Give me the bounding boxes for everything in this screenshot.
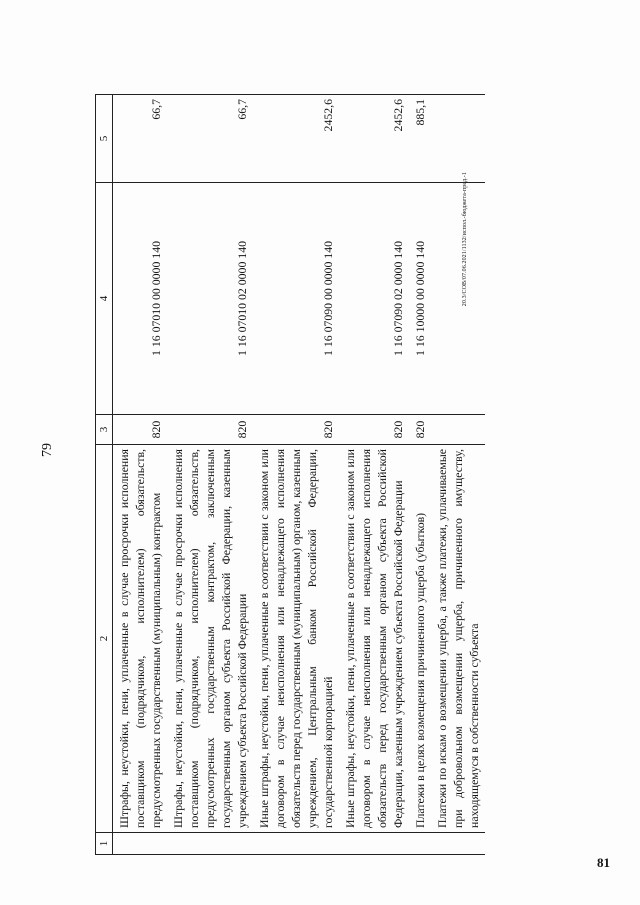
column-header: 2 (96, 445, 113, 833)
row-number-cell (113, 833, 168, 855)
row-admin-code: 820 (253, 415, 339, 445)
budget-table (95, 94, 485, 855)
row-amount: 66,7 (167, 95, 253, 183)
row-amount: 2452,6 (253, 95, 339, 183)
table-row (339, 95, 409, 855)
row-budget-code (431, 183, 485, 415)
row-amount (431, 95, 485, 183)
rotated-table-container (95, 95, 615, 855)
table-row (167, 95, 253, 855)
row-description: Штрафы, неустойки, пени, уплаченные в случае просрочки исполнения поставщиком (подрядчиком, исполнителем) обязательств, предусмотренных государственным контрактом, заключенным государственным органом субъекта Российской Федерации, казенным учреждением субъекта Российской Федерации (167, 445, 253, 833)
table-row (253, 95, 339, 855)
table-header-row (96, 95, 113, 855)
row-admin-code: 820 (339, 415, 409, 445)
row-admin-code: 820 (167, 415, 253, 445)
row-description: Иные штрафы, неустойки, пени, уплаченные в соответствии с законом или договором в случае неисполнения или ненадлежащего исполнения обязательств перед государственным (муниципальным) органом, казенным учреждением, Центральным банком Российской Федерации, государственной корпорацией (253, 445, 339, 833)
row-number-cell (167, 833, 253, 855)
row-budget-code: 1 16 07010 00 0000 140 (113, 183, 168, 415)
page-number-top: 79 (40, 443, 55, 457)
row-description: Штрафы, неустойки, пени, уплаченные в случае просрочки исполнения поставщиком (подрядчиком, исполнителем) обязательств, предусмотренных государственным (муниципальным) контрактом (113, 445, 168, 833)
row-admin-code: 820 (409, 415, 431, 445)
column-header: 4 (96, 183, 113, 415)
row-description: Иные штрафы, неустойки, пени, уплаченные в соответствии с законом или договором в случае неисполнения или ненадлежащего исполнения обязательств перед государственным органом субъекта Российской Федерации, казенным учреждением субъекта Российской Федерации (339, 445, 409, 833)
row-budget-code: 1 16 07090 00 0000 140 (253, 183, 339, 415)
row-budget-code: 1 16 07090 02 0000 140 (339, 183, 409, 415)
row-number-cell (409, 833, 431, 855)
table-row (431, 95, 485, 855)
row-number-cell (339, 833, 409, 855)
row-description: Платежи по искам о возмещении ущерба, а также платежи, уплачиваемые при добровольном возмещении ущерба, причиненного имуществу, находящемуся в собственности субъекта (431, 445, 485, 833)
row-admin-code (431, 415, 485, 445)
row-number-cell (431, 833, 485, 855)
table-row (409, 95, 431, 855)
row-description: Платежи в целях возмещения причиненного ущерба (убытков) (409, 445, 431, 833)
table-row (113, 95, 168, 855)
row-admin-code: 820 (113, 415, 168, 445)
row-budget-code: 1 16 07010 02 0000 140 (167, 183, 253, 415)
footer-code-text: 20.3/COB/07.06.2021/1132/испол.-бюджета-пред.-1 (462, 172, 468, 307)
row-amount: 885,1 (409, 95, 431, 183)
row-amount: 2452,6 (339, 95, 409, 183)
column-header: 5 (96, 95, 113, 183)
page-number-bottom: 81 (597, 855, 610, 870)
row-amount: 66,7 (113, 95, 168, 183)
column-header: 1 (96, 833, 113, 855)
row-number-cell (253, 833, 339, 855)
row-budget-code: 1 16 10000 00 0000 140 (409, 183, 431, 415)
column-header: 3 (96, 415, 113, 445)
